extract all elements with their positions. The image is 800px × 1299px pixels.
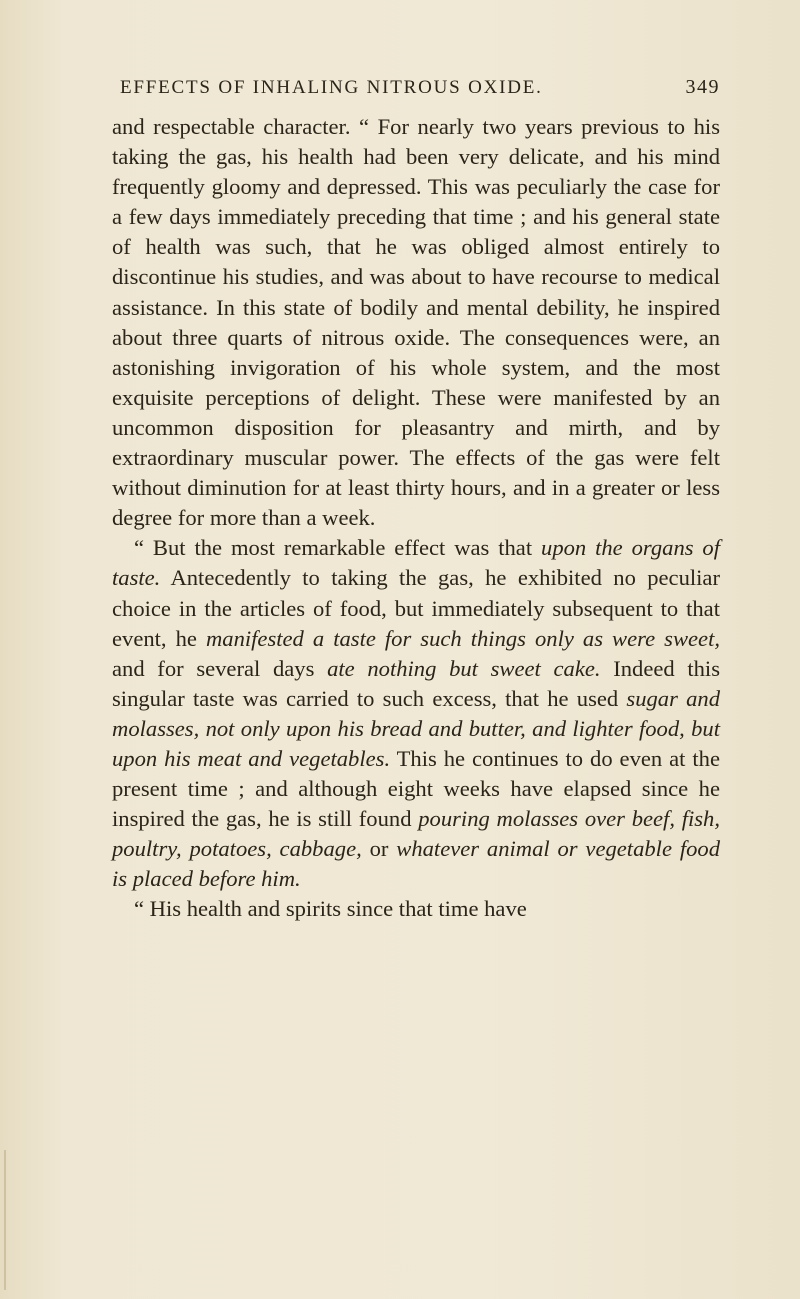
text-run: Antecedently to taking the gas, he exhibited no peculiar choice in the articles of food, but immediately subsequent to that event, he <box>112 565 720 651</box>
paragraph <box>112 112 720 533</box>
text-run: “ His health and spirits since that time have <box>134 896 527 922</box>
paragraph <box>112 894 720 924</box>
italic-text: ate nothing but sweet cake. <box>327 655 601 681</box>
italic-text: pouring molasses over beef, fish, poultry, potatoes, cabbage, <box>112 806 720 862</box>
paragraph <box>112 533 720 894</box>
running-title: EFFECTS OF INHALING NITROUS OXIDE. <box>120 77 543 98</box>
running-header <box>120 76 720 99</box>
italic-text: upon the organs of taste. <box>112 535 721 591</box>
italic-text: whatever animal or vegetable food is placed before him. <box>112 836 720 892</box>
page-number: 349 <box>685 76 720 98</box>
page-edge-shadow <box>4 1150 6 1290</box>
text-run: or <box>361 836 397 862</box>
text-run: Indeed this singular taste was carried to such excess, that he used <box>112 655 720 711</box>
text-run: and respectable character. “ For nearly two years previous to his taking the gas, his health had been very delicate, and his mind frequently gloomy and depressed. This was peculiarly the case for a few days immediately preceding that time ; and his general state of health was such, that he was obliged almost entirely to discontinue his studies, and was about to have recourse to medical assistance. In this state of bodily and mental debility, he inspired about three quarts of nitrous oxide. The consequences were, an astonishing invigoration of his whole system, and the most exquisite perceptions of delight. These were manifested by an uncommon disposition for pleasantry and mirth, and by extraordinary muscular power. The effects of the gas were felt without diminution for at least thirty hours, and in a greater or less degree for more than a week. <box>112 114 720 531</box>
body-text <box>112 112 720 925</box>
text-run: and for several days <box>112 655 328 681</box>
text-run: This he continues to do even at the present time ; and although eight weeks have elapsed since he inspired the gas, he is still found <box>112 745 720 832</box>
italic-text: sugar and molasses, not only upon his bread and butter, and lighter food, but upon his meat and vegetables. <box>112 685 721 771</box>
italic-text: manifested a taste for such things only as were sweet, <box>205 625 720 651</box>
text-run: “ But the most remarkable effect was that <box>134 535 542 561</box>
